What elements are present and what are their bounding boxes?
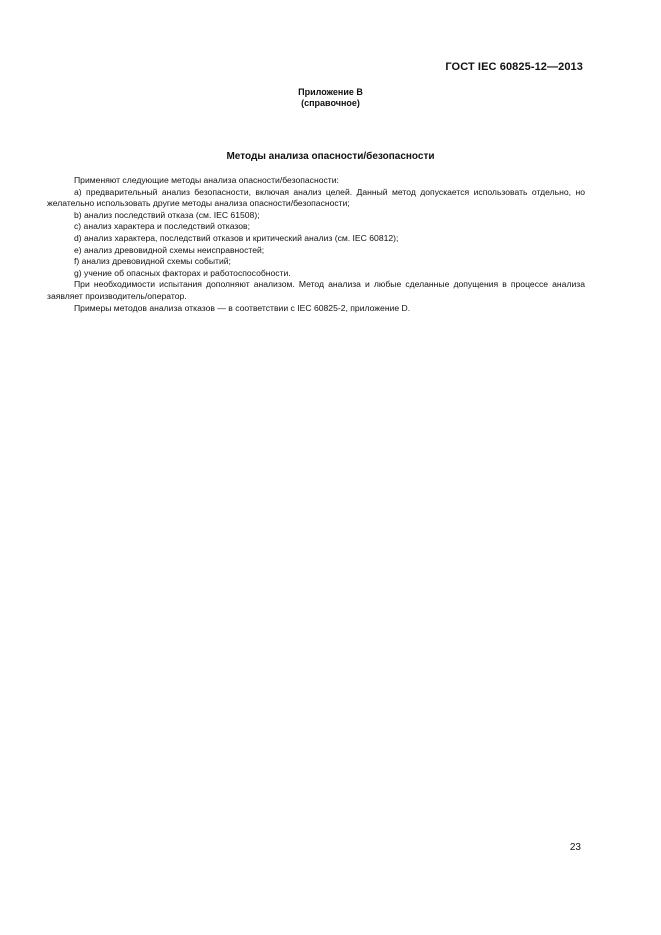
annex-title: Приложение В [298,87,363,97]
list-item-e: е) анализ древовидной схемы неисправностей; [74,244,265,255]
body-text [47,175,585,314]
section-title: Методы анализа опасности/безопасности [226,151,435,162]
list-item-f: f) анализ древовидной схемы событий; [74,256,231,267]
list-item-g: g) учение об опасных факторах и работоспособности. [74,267,291,278]
paragraph-examples: Примеры методов анализа отказов — в соответствии с IEC 60825-2, приложение D. [74,302,411,313]
list-item-b: b) анализ последствий отказа (см. IEC 61508); [74,209,260,220]
list-item-a: а) предварительный анализ безопасности, включая анализ целей. Данный метод допускается использовать отдельно, но желательно использовать другие методы анализа опасности/безопасности; [47,186,585,209]
annex-status: (справочное) [301,98,360,108]
list-item-c: с) анализ характера и последствий отказов; [74,221,251,232]
annex-heading [0,87,661,109]
paragraph-intro: Применяют следующие методы анализа опасности/безопасности: [74,175,339,185]
paragraph-testing: При необходимости испытания дополняют анализом. Метод анализа и любые сделанные допущения в процессе анализа заявляет производитель/оператор. [47,279,585,301]
page-number: 23 [569,842,581,853]
list-item-d: d) анализ характера, последствий отказов и критический анализ (см. IEC 60812); [74,232,399,243]
standard-designation: ГОСТ IEC 60825-12—2013 [445,61,583,73]
